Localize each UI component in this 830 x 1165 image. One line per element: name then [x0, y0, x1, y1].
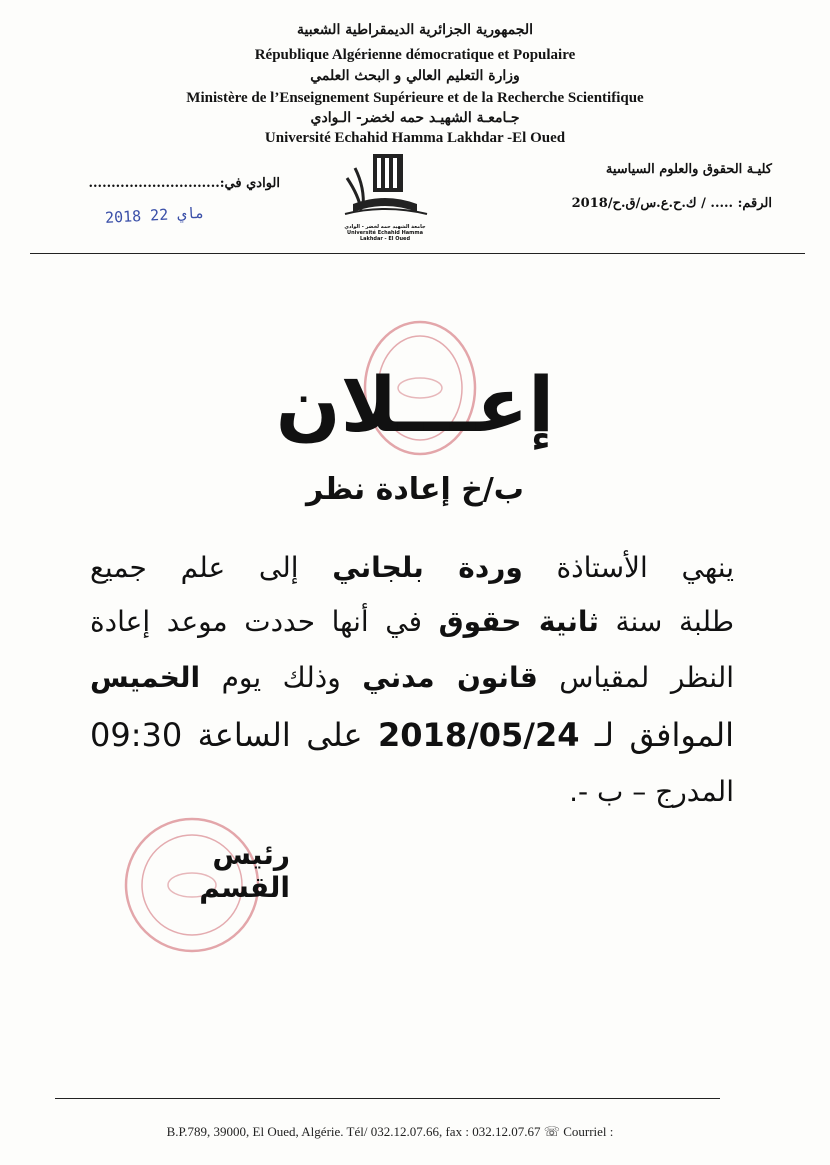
footer-divider — [55, 1098, 720, 1099]
place-date-label: الوادي في:............................. — [88, 176, 280, 191]
header-line-french-ministry: Ministère de l’Enseignement Supérieure et de la Recherche Scientifique — [186, 90, 644, 106]
faculty-name: كليـة الحقوق والعلوم السياسية — [605, 162, 772, 177]
university-logo-icon — [335, 148, 435, 220]
notice-title: إعـــلان — [275, 360, 555, 449]
header-line-arabic-university: جـامعـة الشهيـد حمه لخضر- الـوادي — [310, 110, 520, 126]
handwritten-date: 2018 ماي 22 — [104, 203, 205, 227]
body-line-4: الموافق لـ 2018/05/24 على الساعة 09:30 — [90, 716, 735, 754]
reference-number: الرقم: ..... / ك.ح.ع.س/ق.ح/2018 — [571, 196, 772, 211]
header-line-arabic-ministry: وزارة التعليم العالي و البحث العلمي — [310, 68, 520, 84]
body-line-3: النظر لمقياس قانون مدني وذلك يوم الخميس — [90, 661, 735, 694]
header-line-french-university: Université Echahid Hamma Lakhdar -El Oued — [264, 130, 566, 146]
notice-subtitle: ب/خ إعادة نظر — [306, 472, 524, 507]
body-line-1: ينهي الأستاذة وردة بلجاني إلى علم جميع — [90, 551, 734, 584]
footer-address: B.P.789, 39000, El Oued, Algérie. Tél/ 032.12.07.66, fax : 032.12.07.67 ☏ Courriel : — [166, 1124, 614, 1139]
header-line-french-republic: République Algérienne démocratique et Populaire — [254, 47, 576, 63]
header-divider — [30, 253, 805, 254]
signature-label: رئيس القسم — [199, 838, 290, 904]
header-line-arabic-republic: الجمهورية الجزائرية الديمقراطية الشعبية — [296, 22, 533, 38]
body-line-5: المدرج – ب -. — [569, 775, 734, 808]
university-logo — [335, 148, 435, 242]
body-line-2: طلبة سنة ثانية حقوق في أنها حددت موعد إعادة — [90, 605, 734, 638]
logo-caption: جامعة الشهيد حمه لخضر - الوادي Université Echahid Hamma Lakhdar - El Oued — [344, 224, 426, 242]
